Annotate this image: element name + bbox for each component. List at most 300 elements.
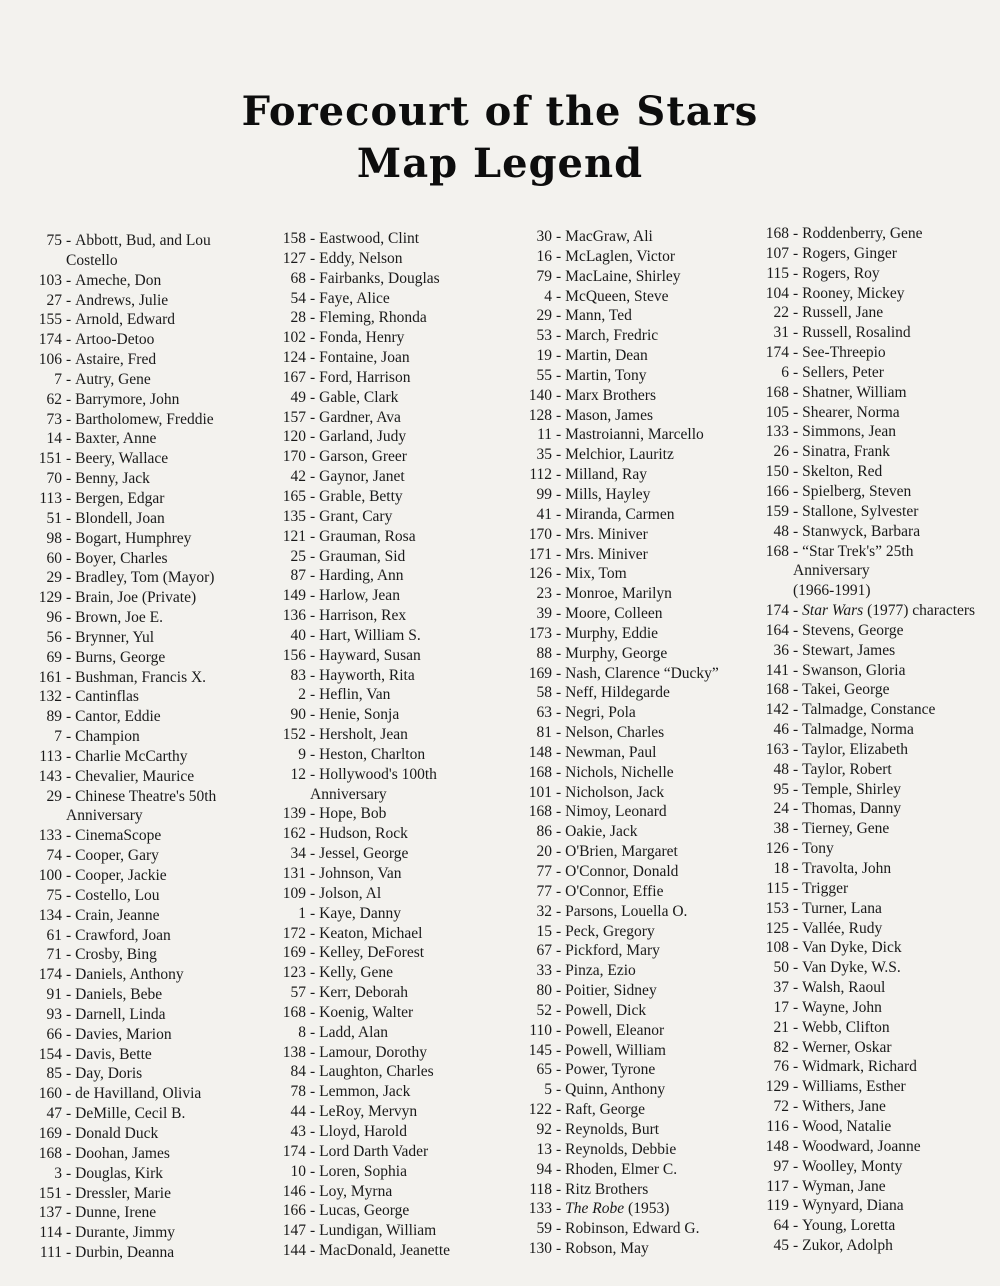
entry-number: 16 (536, 247, 552, 265)
entry-dash: - (66, 549, 72, 567)
entry-number: 133 (38, 827, 62, 845)
entry-name: Cooper, Jackie (75, 867, 167, 884)
entry-name: Mrs. Miniver (565, 545, 648, 563)
legend-entry (508, 822, 753, 842)
entry-dash: - (556, 545, 562, 563)
entry-dash: - (66, 370, 72, 388)
entry-dash: - (310, 468, 316, 486)
entry-name: Chevalier, Maurice (75, 767, 195, 785)
legend-entry (18, 291, 254, 311)
entry-name: Quinn, Anthony (565, 1081, 666, 1099)
entry-dash: - (793, 1177, 799, 1195)
entry-name: Mann, Ted (565, 307, 632, 325)
entry-number: 11 (537, 426, 552, 444)
legend-entry (745, 700, 1000, 720)
entry-name: Kelly, Gene (319, 964, 394, 982)
legend-entry (745, 780, 1000, 800)
entry-number: 113 (39, 489, 62, 507)
entry-name: O'Brien, Margaret (565, 843, 678, 861)
entry-dash: - (556, 426, 562, 444)
entry-dash: - (310, 607, 316, 625)
entry-name: Kerr, Deborah (319, 984, 409, 1002)
entry-name: Harrison, Rex (319, 607, 407, 625)
entry-number: 67 (536, 942, 552, 960)
entry-dash: - (66, 450, 72, 468)
legend-entry (508, 644, 753, 664)
entry-dash: - (556, 1140, 562, 1158)
entry-number: 150 (765, 463, 789, 481)
entry-number: 79 (536, 267, 552, 285)
entry-dash: - (66, 926, 72, 944)
entry-number: 80 (536, 982, 552, 1000)
entry-dash: - (310, 368, 316, 386)
entry-name: Davies, Marion (75, 1025, 172, 1043)
entry-name: Day, Doris (75, 1065, 143, 1083)
entry-name: Martin, Dean (565, 347, 648, 365)
entry-number: 75 (46, 886, 62, 904)
entry-number: 73 (46, 410, 62, 428)
entry-dash: - (556, 902, 562, 920)
entry-number: 98 (46, 529, 62, 547)
legend-entry (18, 330, 254, 350)
entry-dash: - (66, 1204, 72, 1222)
entry-number: 166 (765, 482, 789, 500)
entry-dash: - (793, 959, 799, 977)
entry-dash: - (556, 366, 562, 384)
legend-entry (18, 1203, 254, 1223)
entry-name: Tierney, Gene (802, 820, 890, 838)
entry-number: 156 (282, 646, 306, 664)
legend-entry (508, 425, 753, 445)
entry-number: 174 (765, 344, 789, 362)
legend-entry (18, 449, 254, 469)
entry-number: 170 (528, 525, 552, 543)
entry-dash: - (556, 287, 562, 305)
entry-number: 141 (765, 661, 789, 679)
entry-dash: - (310, 646, 316, 664)
entry-name: Bradley, Tom (Mayor) (75, 569, 215, 587)
legend-entry (18, 727, 254, 747)
legend-entry (262, 308, 510, 328)
legend-entry (745, 819, 1000, 839)
entry-dash: - (310, 964, 316, 982)
entry-number: 1 (298, 904, 306, 922)
entry-name: Nimoy, Leonard (565, 803, 667, 821)
entry-number: 171 (528, 545, 552, 563)
legend-entry (262, 586, 510, 606)
legend-entry (745, 462, 1000, 482)
entry-name: Arnold, Edward (75, 311, 176, 329)
entry-number: 61 (46, 926, 62, 944)
legend-entry (508, 247, 753, 267)
entry-dash: - (310, 845, 316, 863)
entry-number: 6 (781, 363, 789, 381)
legend-entry (18, 1124, 254, 1144)
entry-dash: - (310, 487, 316, 505)
entry-dash: - (793, 542, 799, 560)
entry-number: 129 (765, 1078, 789, 1096)
entry-number: 71 (46, 946, 62, 964)
entry-number: 162 (282, 825, 306, 843)
legend-entry (262, 963, 510, 983)
entry-dash: - (66, 509, 72, 527)
entry-name: Loren, Sophia (319, 1162, 407, 1180)
legend-entry (508, 1199, 753, 1219)
entry-number: 138 (282, 1043, 306, 1061)
legend-entry (262, 666, 510, 686)
legend-entry (262, 427, 510, 447)
legend-entry (508, 1100, 753, 1120)
entry-number: 92 (536, 1120, 552, 1138)
entry-dash: - (310, 1083, 316, 1101)
legend-entry (262, 685, 510, 705)
legend-entry (262, 249, 510, 269)
entry-dash: - (66, 1164, 72, 1182)
entry-number: 14 (46, 430, 62, 448)
entry-name: Werner, Oskar (802, 1038, 892, 1056)
entry-number: 136 (282, 607, 306, 625)
legend-entry (18, 231, 254, 251)
legend-entry-continuation: (1966-1991) (793, 582, 871, 600)
entry-name: Stewart, James (802, 641, 896, 659)
entry-dash: - (556, 565, 562, 583)
entry-name: Davis, Bette (75, 1045, 152, 1063)
entry-number: 168 (765, 225, 789, 242)
legend-entry-continuation: Anniversary (793, 562, 870, 580)
legend-entry (262, 1221, 510, 1241)
entry-name: Sellers, Peter (802, 363, 884, 381)
legend-entry (262, 527, 510, 547)
entry-dash: - (556, 505, 562, 523)
legend-entry (18, 1104, 254, 1124)
entry-number: 76 (773, 1058, 789, 1076)
entry-number: 42 (290, 468, 306, 486)
entry-dash: - (556, 1120, 562, 1138)
legend-entry (262, 904, 510, 924)
entry-name: CinemaScope (75, 827, 162, 845)
entry-name: Walsh, Raoul (802, 979, 886, 997)
entry-name: DeMille, Cecil B. (75, 1105, 186, 1123)
entry-dash: - (793, 621, 799, 639)
entry-name: Peck, Gregory (565, 922, 655, 940)
legend-entry-continuation: Anniversary (66, 807, 143, 825)
entry-dash: - (556, 228, 562, 245)
entry-dash: - (66, 1005, 72, 1023)
entry-dash: - (310, 1182, 316, 1200)
legend-entry (745, 442, 1000, 462)
entry-number: 46 (773, 721, 789, 739)
entry-dash: - (66, 648, 72, 666)
legend-entry (18, 489, 254, 509)
entry-dash: - (793, 1018, 799, 1036)
entry-name: Powell, William (565, 1041, 666, 1059)
entry-name: Gaynor, Janet (319, 468, 405, 486)
entry-number: 137 (38, 1204, 62, 1222)
entry-dash: - (310, 1202, 316, 1220)
entry-dash: - (66, 767, 72, 785)
entry-number: 88 (536, 644, 552, 662)
entry-dash: - (793, 1197, 799, 1215)
entry-number: 17 (773, 998, 789, 1016)
entry-number: 68 (290, 269, 306, 287)
entry-name: Lundigan, William (319, 1222, 437, 1240)
entry-name: Lucas, George (319, 1202, 410, 1220)
entry-dash: - (793, 899, 799, 917)
entry-dash: - (66, 728, 72, 746)
entry-name: Taylor, Robert (802, 760, 892, 778)
entry-number: 168 (528, 803, 552, 821)
entry-name: Grable, Betty (319, 487, 403, 505)
legend-entry-continuation: Anniversary (310, 785, 387, 803)
entry-dash: - (793, 1117, 799, 1135)
legend-entry (508, 981, 753, 1001)
entry-number: 51 (46, 509, 62, 527)
entry-name: Eastwood, Clint (319, 230, 420, 247)
entry-dash: - (556, 763, 562, 781)
entry-dash: - (66, 1105, 72, 1123)
legend-entry (745, 1077, 1000, 1097)
legend-entry (745, 1236, 1000, 1256)
entry-number: 18 (773, 860, 789, 877)
entry-dash: - (310, 765, 316, 783)
entry-name: Johnson, Van (319, 865, 402, 882)
legend-entry (262, 368, 510, 388)
entry-dash: - (556, 327, 562, 345)
entry-name: Rogers, Roy (802, 264, 880, 282)
entry-number: 127 (282, 249, 306, 267)
entry-name: Artoo-Detoo (75, 331, 155, 349)
entry-number: 48 (773, 760, 789, 778)
entry-dash: - (66, 847, 72, 865)
legend-entry (262, 1023, 510, 1043)
entry-name: Neff, Hildegarde (565, 684, 670, 702)
entry-dash: - (793, 840, 799, 858)
entry-name: Power, Tyrone (565, 1061, 656, 1079)
legend-entry (745, 522, 1000, 542)
entry-number: 57 (290, 984, 306, 1002)
legend-entry (18, 707, 254, 727)
legend-entry (18, 410, 254, 430)
entry-name: MacGraw, Ali (565, 228, 653, 245)
legend-entry (262, 765, 510, 785)
entry-dash: - (793, 463, 799, 481)
legend-entry (745, 641, 1000, 661)
entry-name: Rooney, Mickey (802, 284, 905, 302)
entry-dash: - (793, 1217, 799, 1235)
entry-name: Monroe, Marilyn (565, 585, 672, 603)
entry-dash: - (556, 466, 562, 484)
entry-number: 81 (536, 724, 552, 742)
entry-dash: - (793, 641, 799, 659)
entry-name: Andrews, Julie (75, 291, 169, 309)
entry-dash: - (66, 886, 72, 904)
legend-entry (262, 983, 510, 1003)
entry-name: Costello, Lou (75, 886, 160, 904)
entry-dash: - (793, 522, 799, 540)
entry-dash: - (66, 1085, 72, 1103)
entry-name: Chinese Theatre's 50th (75, 787, 217, 805)
entry-name: Autry, Gene (75, 370, 151, 388)
legend-entry (508, 743, 753, 763)
legend-column-2 (262, 229, 510, 1261)
entry-name: Bartholomew, Freddie (75, 410, 214, 428)
entry-number: 143 (38, 767, 62, 785)
entry-name: Daniels, Bebe (75, 986, 163, 1004)
entry-dash: - (310, 309, 316, 327)
entry-number: 174 (282, 1142, 306, 1160)
entry-number: 101 (528, 783, 552, 801)
legend-entry (508, 366, 753, 386)
legend-entry (745, 1097, 1000, 1117)
entry-name: O'Connor, Effie (565, 882, 664, 900)
entry-number: 142 (765, 701, 789, 719)
entry-number: 172 (282, 924, 306, 942)
page-title: Forecourt of the Stars (241, 88, 759, 135)
legend-entry (508, 306, 753, 326)
entry-name: Hudson, Rock (319, 825, 408, 843)
entry-dash: - (310, 1242, 316, 1260)
entry-number: 44 (290, 1103, 306, 1121)
entry-name: Brain, Joe (Private) (75, 589, 197, 607)
entry-name: Skelton, Red (802, 463, 883, 481)
entry-number: 30 (536, 228, 552, 245)
entry-number: 29 (46, 787, 62, 805)
entry-dash: - (793, 919, 799, 937)
entry-name: Vallée, Rudy (802, 919, 883, 937)
entry-number: 163 (765, 740, 789, 758)
entry-number: 49 (290, 388, 306, 406)
entry-number: 5 (544, 1081, 552, 1099)
entry-name: Crain, Jeanne (75, 906, 160, 924)
legend-entry (18, 767, 254, 787)
entry-number: 116 (766, 1117, 789, 1135)
legend-entry (745, 899, 1000, 919)
entry-number: 63 (536, 704, 552, 722)
entry-name: Travolta, John (802, 860, 892, 877)
entry-number: 45 (773, 1237, 789, 1255)
entry-number: 77 (536, 863, 552, 880)
entry-number: 168 (282, 1003, 306, 1021)
legend-entry (508, 287, 753, 307)
entry-dash: - (66, 906, 72, 924)
entry-number: 37 (773, 979, 789, 997)
entry-number: 83 (290, 666, 306, 684)
entry-dash: - (310, 1043, 316, 1061)
entry-number: 114 (39, 1224, 62, 1242)
legend-entry (262, 289, 510, 309)
entry-dash: - (793, 681, 799, 699)
entry-name: Van Dyke, W.S. (802, 959, 901, 977)
entry-dash: - (310, 865, 316, 882)
entry-dash: - (310, 1142, 316, 1160)
entry-dash: - (556, 406, 562, 424)
entry-dash: - (556, 1041, 562, 1059)
legend-entry (18, 549, 254, 569)
entry-dash: - (310, 289, 316, 307)
entry-dash: - (310, 269, 316, 287)
entry-name: Milland, Ray (565, 466, 647, 484)
legend-entry (18, 687, 254, 707)
entry-name: Robinson, Edward G. (565, 1220, 700, 1238)
legend-entry (262, 844, 510, 864)
legend-entry (262, 943, 510, 963)
entry-number: 115 (766, 264, 789, 282)
entry-name: Russell, Rosalind (802, 324, 911, 342)
entry-name: Daniels, Anthony (75, 966, 184, 984)
legend-entry (18, 926, 254, 946)
entry-dash: - (556, 1180, 562, 1198)
entry-number: 132 (38, 688, 62, 706)
entry-name: See-Threepio (802, 344, 886, 362)
legend-entry (262, 804, 510, 824)
entry-dash: - (793, 800, 799, 818)
entry-name: Loy, Myrna (319, 1182, 393, 1200)
entry-name: Marx Brothers (565, 386, 656, 404)
entry-name: Pickford, Mary (565, 942, 660, 960)
legend-entry (508, 584, 753, 604)
legend-entry (508, 445, 753, 465)
entry-name: Crawford, Joan (75, 926, 171, 944)
entry-dash: - (793, 1137, 799, 1155)
legend-entry (508, 703, 753, 723)
legend-entry (508, 664, 753, 684)
entry-number: 152 (282, 726, 306, 744)
legend-entry (508, 346, 753, 366)
entry-dash: - (66, 609, 72, 627)
entry-name: Moore, Colleen (565, 605, 663, 623)
legend-entry (508, 465, 753, 485)
entry-number: 169 (528, 664, 552, 682)
legend-entry (262, 328, 510, 348)
entry-name: McLaglen, Victor (565, 247, 676, 265)
legend-entry (508, 802, 753, 822)
entry-name: Tony (802, 840, 834, 858)
entry-number: 55 (536, 366, 552, 384)
entry-name: Roddenberry, Gene (802, 225, 923, 242)
entry-name: Bogart, Humphrey (75, 529, 192, 547)
entry-number: 133 (528, 1200, 552, 1218)
entry-name: Astaire, Fred (75, 351, 157, 369)
entry-name: Brynner, Yul (75, 628, 155, 646)
legend-entry (262, 864, 510, 884)
entry-number: 105 (765, 403, 789, 421)
legend-entry (745, 938, 1000, 958)
entry-name: Powell, Eleanor (565, 1021, 665, 1039)
legend-entry (262, 408, 510, 428)
legend-entry (508, 624, 753, 644)
legend-entry (18, 985, 254, 1005)
entry-dash: - (556, 1021, 562, 1039)
entry-dash: - (310, 1122, 316, 1140)
entry-name: Stallone, Sylvester (802, 502, 919, 520)
entry-number: 59 (536, 1220, 552, 1238)
entry-name: Nelson, Charles (565, 724, 665, 742)
entry-name: Thomas, Danny (802, 800, 902, 818)
entry-dash: - (66, 628, 72, 646)
entry-name: Garson, Greer (319, 448, 407, 466)
entry-dash: - (556, 525, 562, 543)
entry-dash: - (66, 351, 72, 369)
entry-name: Oakie, Jack (565, 823, 638, 841)
legend-entry (262, 388, 510, 408)
entry-dash: - (66, 1124, 72, 1142)
entry-number: 109 (282, 884, 306, 902)
entry-number: 31 (773, 324, 789, 342)
entry-dash: - (556, 724, 562, 742)
entry-dash: - (310, 1003, 316, 1021)
legend-entry (745, 799, 1000, 819)
entry-dash: - (793, 403, 799, 421)
